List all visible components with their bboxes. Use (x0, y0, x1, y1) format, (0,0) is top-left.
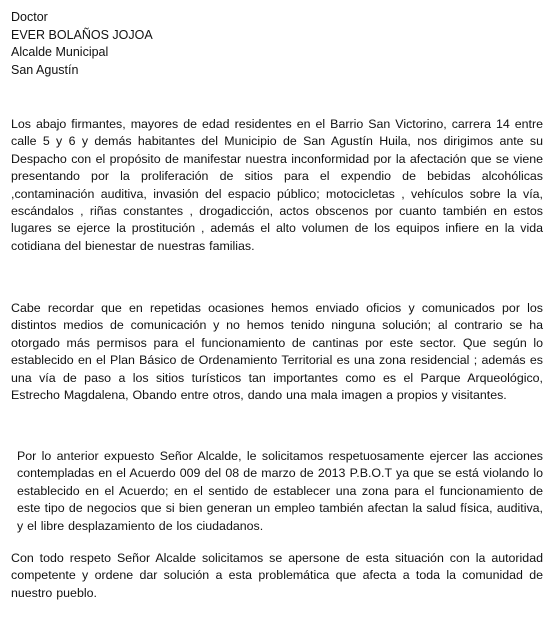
addressee-location: San Agustín (11, 62, 79, 77)
body-paragraph-1: Los abajo firmantes, mayores de edad residentes en el Barrio San Victorino, carrera 14 entre calle 5 y 6 y demás habitantes del Municipio de San Agustín Huila, nos dirigimos ante su Despacho con el propósito de manifestar nuestra inconformidad por la afectación que se viene presentando por la proliferación de sitios para el expendio de bebidas alcohólicas ,contaminación auditiva, invasión del espacio público; motocicletas , vehículos sobre la vía, escándalos , riñas constantes , drogadicción, actos obscenos por cuanto también en estos lugares se ejerce la prostitución , además el alto volumen de los equipos infiere en la vida cotidiana del bienestar de nuestras familias. (11, 117, 543, 253)
addressee-block (11, 9, 153, 79)
addressee-position: Alcalde Municipal (11, 45, 109, 59)
body-paragraph-2: Cabe recordar que en repetidas ocasiones hemos enviado oficios y comunicados por los distintos medios de comunicación y no hemos tenido ninguna solución; al contrario se ha otorgado más permisos para el funcionamiento de cantinas por este sector. Que según lo establecido en el Plan Básico de Ordenamiento Territorial es una zona residencial ; además es una vía de paso a los sitios turísticos tan importantes como es el Parque Arqueológico, Estrecho Magdalena, Obando entre otros, dando una mala imagen a propios y visitantes. (11, 301, 543, 403)
body-paragraph-3: Por lo anterior expuesto Señor Alcalde, le solicitamos respetuosamente ejercer las acciones contempladas en el Acuerdo 009 del 08 de marzo de 2013 P.B.O.T ya que se está violando lo establecido en el Acuerdo; en el sentido de establecer una zona para el funcionamiento de este tipo de negocios que si bien generan un empleo también afectan la salud física, auditiva, y el libre desplazamiento de los ciudadanos. (17, 449, 543, 533)
addressee-title: Doctor (11, 10, 48, 24)
addressee-name: EVER BOLAÑOS JOJOA (11, 27, 153, 42)
body-paragraph-4: Con todo respeto Señor Alcalde solicitamos se apersone de esta situación con la autoridad competente y ordene dar solución a esta problemática que afecta a toda la comunidad de nuestro pueblo. (11, 551, 543, 600)
